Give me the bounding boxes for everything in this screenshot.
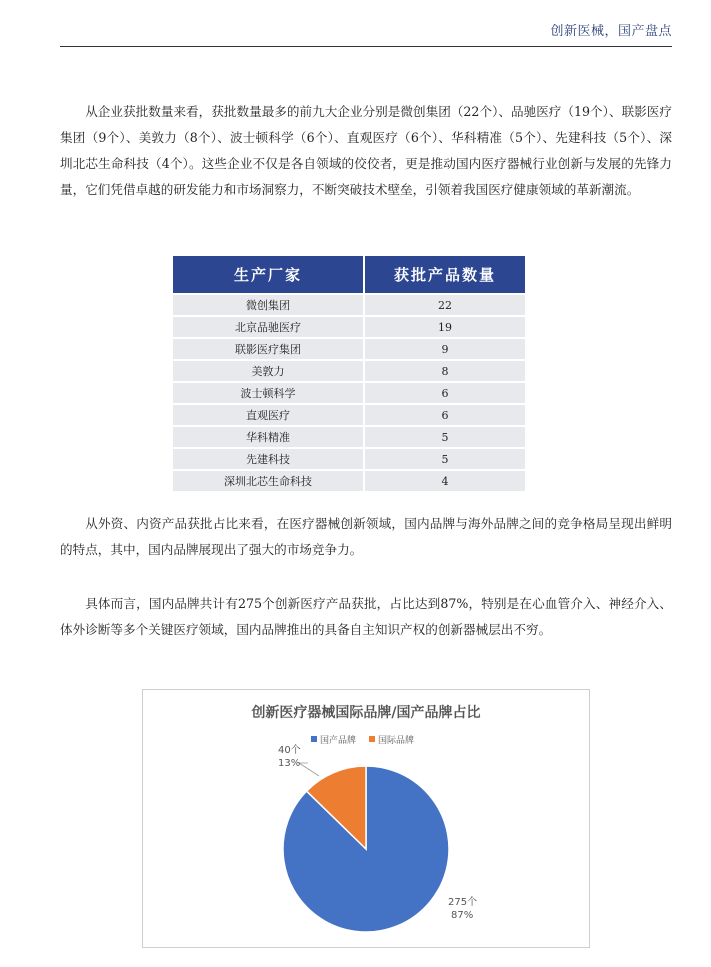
label-international-percent: 13% [278,758,301,769]
cell-manufacturer: 联影医疗集团 [173,338,364,360]
legend-swatch-domestic [311,736,317,742]
cell-count: 6 [364,404,525,426]
label-domestic-count: 275个 [448,897,478,908]
table-row [173,470,525,491]
header-manufacturer: 生产厂家 [173,256,364,294]
header-title: 创新医械，国产盘点 [550,24,672,39]
header-approved-count: 获批产品数量 [364,256,525,294]
cell-manufacturer: 美敦力 [173,360,364,382]
page-header [60,0,672,47]
cell-count: 4 [364,470,525,491]
paragraph-domestic-share: 具体而言，国内品牌共计有275个创新医疗产品获批，占比达到87%，特别是在心血管介入、神经介入、体外诊断等多个关键医疗领域，国内品牌推出的具备自主知识产权的创新器械层出不穷。 [60,596,672,637]
table-row [173,360,525,382]
cell-count: 19 [364,316,525,338]
cell-count: 22 [364,294,525,316]
table-row [173,294,525,316]
label-international-count: 40个 [278,745,301,756]
paragraph-top-companies: 从企业获批数量来看，获批数量最多的前九大企业分别是微创集团（22个）、品驰医疗（19个）、联影医疗集团（9个）、美敦力（8个）、波士顿科学（6个）、直观医疗（6个）、华科精准（5个）、先建科技（5个）、深圳北芯生命科技（4个）。这些企业不仅是各自领域的佼佼者，更是推动国内医疗器械行业创新与发展的先锋力量，它们凭借卓越的研发能力和市场洞察力，不断突破技术壁垒，引领着我国医疗健康领域的革新潮流。 [60,104,672,197]
cell-manufacturer: 深圳北芯生命科技 [173,470,364,491]
approvals-table [173,256,525,491]
approvals-table-wrapper [173,256,525,491]
table-header-row [173,256,525,294]
cell-manufacturer: 华科精准 [173,426,364,448]
cell-count: 5 [364,448,525,470]
cell-count: 6 [364,382,525,404]
legend-swatch-international [369,736,375,742]
cell-manufacturer: 北京品驰医疗 [173,316,364,338]
table-row [173,338,525,360]
pie-chart-panel [142,689,590,948]
chart-title: 创新医疗器械国际品牌/国产品牌占比 [251,705,481,721]
label-domestic-percent: 87% [451,910,474,921]
cell-manufacturer: 波士顿科学 [173,382,364,404]
cell-manufacturer: 微创集团 [173,294,364,316]
table-row [173,316,525,338]
legend-label-international: 国际品牌 [378,736,415,746]
cell-manufacturer: 先建科技 [173,448,364,470]
pie-chart [143,690,589,947]
cell-count: 8 [364,360,525,382]
leader-line-international [299,763,319,776]
table-row [173,448,525,470]
table-row [173,404,525,426]
cell-count: 9 [364,338,525,360]
chart-legend [311,734,414,746]
cell-count: 5 [364,426,525,448]
cell-manufacturer: 直观医疗 [173,404,364,426]
legend-label-domestic: 国产品牌 [320,736,357,746]
table-row [173,426,525,448]
table-row [173,382,525,404]
paragraph-competition: 从外资、内资产品获批占比来看，在医疗器械创新领域，国内品牌与海外品牌之间的竞争格局呈现出鲜明的特点，其中，国内品牌展现出了强大的市场竞争力。 [60,516,672,557]
